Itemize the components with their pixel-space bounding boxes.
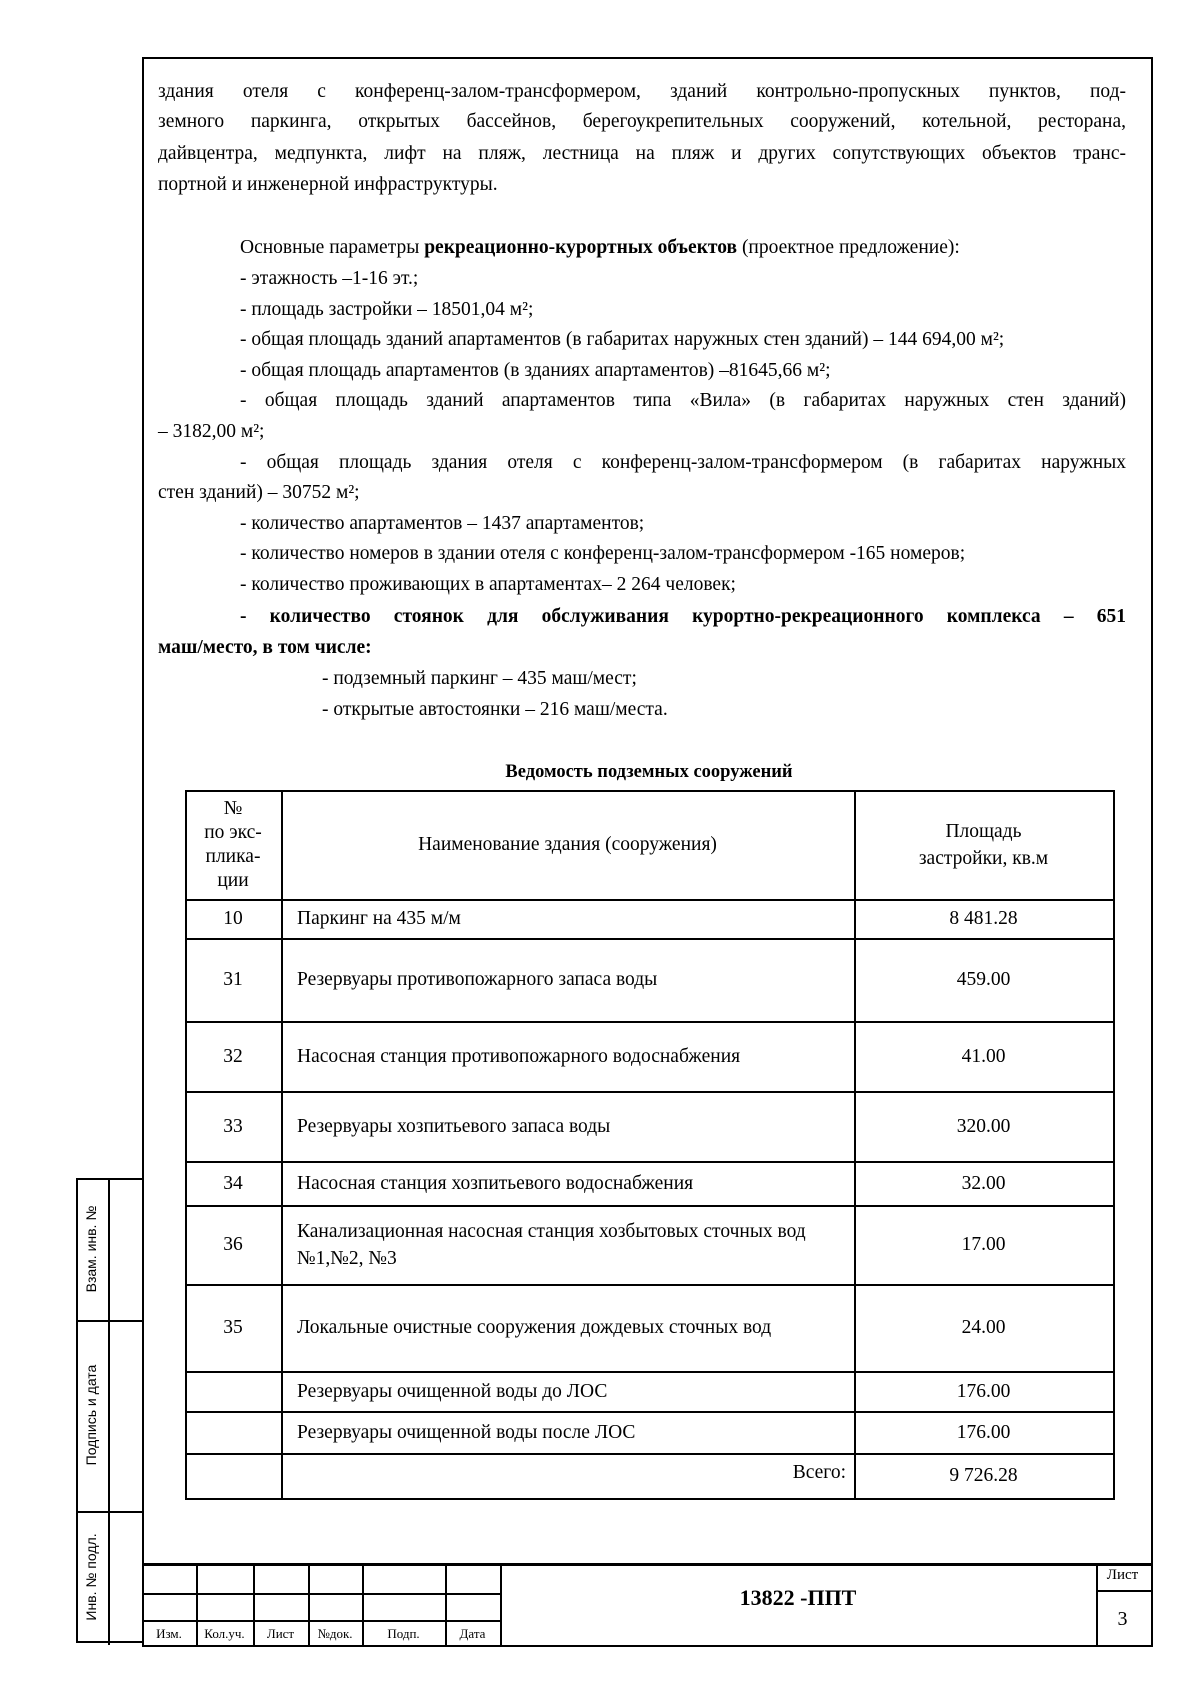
row-area: 8 481.28 bbox=[949, 908, 1018, 929]
param-item: - количество апартаментов – 1437 апартаментов; bbox=[240, 513, 645, 534]
row-number: 33 bbox=[223, 1115, 243, 1137]
table-rule bbox=[1113, 790, 1115, 1500]
row-name: Резервуары хозпитьевого запаса воды bbox=[297, 1115, 611, 1137]
row-number: 32 bbox=[223, 1045, 243, 1067]
row-name: Резервуары противопожарного запаса воды bbox=[297, 969, 658, 990]
row-name: Канализационная насосная станция хозбытовых сточных вод №1,№2, №3 bbox=[297, 1220, 806, 1269]
text-line: здания отеля с конференц-залом-трансформером, зданий контрольно-пропускных пунктов, под- bbox=[158, 81, 1126, 102]
param-item: - количество проживающих в апартаментах– 2 264 человек; bbox=[240, 574, 736, 595]
parking-sub: - подземный паркинг – 435 маш/мест; bbox=[322, 668, 637, 689]
row-name: Резервуары очищенной воды после ЛОС bbox=[297, 1421, 636, 1443]
param-item: стен зданий) – 30752 м²; bbox=[158, 482, 360, 503]
title-block-rule bbox=[142, 1563, 1151, 1566]
param-item: – 3182,00 м²; bbox=[158, 421, 265, 442]
table-header: Наименование здания (сооружения) bbox=[418, 834, 717, 855]
divider bbox=[108, 1178, 110, 1645]
parking-total-cont: маш/место, в том числе: bbox=[158, 637, 372, 658]
row-name: Паркинг на 435 м/м bbox=[297, 908, 461, 929]
row-number: 34 bbox=[223, 1172, 243, 1194]
row-number bbox=[193, 1371, 273, 1411]
total-label: Всего: bbox=[792, 1462, 846, 1483]
side-label: Подпись и дата bbox=[83, 1364, 99, 1466]
row-number bbox=[193, 1411, 273, 1453]
row-number: 10 bbox=[223, 908, 243, 929]
side-label: Инв. № подл. bbox=[83, 1533, 99, 1621]
row-area: 32.00 bbox=[961, 1172, 1006, 1194]
row-area: 41.00 bbox=[961, 1045, 1006, 1067]
param-item: - общая площадь апартаментов (в зданиях апартаментов) –81645,66 м²; bbox=[240, 360, 831, 381]
sheet-number: 3 bbox=[1117, 1608, 1128, 1630]
text-line: портной и инженерной инфраструктуры. bbox=[158, 174, 498, 195]
text-line: дайвцентра, медпункта, лифт на пляж, лестница на пляж и других сопутствующих объектов транс- bbox=[158, 143, 1126, 164]
table-rule bbox=[281, 790, 283, 1500]
row-area: 176.00 bbox=[956, 1380, 1011, 1402]
title-block-col-label: Подп. bbox=[387, 1626, 420, 1641]
param-item: - этажность –1-16 эт.; bbox=[240, 268, 419, 289]
text-line: земного паркинга, открытых бассейнов, берегоукрепительных сооружений, котельной, ресторана, bbox=[158, 111, 1126, 132]
table-rule bbox=[854, 790, 856, 1500]
row-number: 35 bbox=[223, 1317, 243, 1338]
table-title: Ведомость подземных сооружений bbox=[505, 762, 793, 782]
row-area: 320.00 bbox=[956, 1115, 1011, 1137]
title-block-col-label: Лист bbox=[266, 1626, 295, 1641]
row-number: 31 bbox=[223, 969, 243, 990]
title-block-col-label: Изм. bbox=[156, 1626, 182, 1641]
table-header: № по экс- плика- ции bbox=[204, 797, 262, 891]
table-header: Площадь застройки, кв.м bbox=[918, 820, 1049, 869]
document-code: 13822 -ППТ bbox=[739, 1585, 857, 1610]
total-value: 9 726.28 bbox=[949, 1465, 1018, 1486]
side-label: Взам. инв. № bbox=[83, 1205, 99, 1293]
row-area: 24.00 bbox=[961, 1317, 1006, 1338]
row-name: Насосная станция хозпитьевого водоснабжения bbox=[297, 1172, 694, 1194]
title-block-rule bbox=[1096, 1590, 1151, 1592]
row-area: 17.00 bbox=[961, 1234, 1006, 1255]
parking-sub: - открытые автостоянки – 216 маш/места. bbox=[322, 699, 668, 720]
sheet-label: Лист bbox=[1106, 1567, 1139, 1583]
row-area: 176.00 bbox=[956, 1421, 1011, 1443]
title-block-col-label: №док. bbox=[317, 1626, 353, 1641]
intro-line: Основные параметры рекреационно-курортных объектов (проектное предложение): bbox=[240, 237, 960, 258]
row-name: Резервуары очищенной воды до ЛОС bbox=[297, 1380, 608, 1402]
param-item: - общая площадь здания отеля с конференц-залом-трансформером (в габаритах наружных bbox=[240, 452, 1126, 473]
parking-total: - количество стоянок для обслуживания курортно-рекреационного комплекса – 651 bbox=[240, 606, 1126, 627]
param-item: - общая площадь зданий апартаментов типа «Вила» (в габаритах наружных стен зданий) bbox=[240, 390, 1126, 411]
param-item: - количество номеров в здании отеля с конференц-залом-трансформером -165 номеров; bbox=[240, 543, 966, 564]
row-area: 459.00 bbox=[956, 969, 1011, 990]
row-name: Насосная станция противопожарного водоснабжения bbox=[297, 1045, 741, 1067]
title-block-col-label: Кол.уч. bbox=[204, 1626, 245, 1641]
param-item: - общая площадь зданий апартаментов (в габаритах наружных стен зданий) – 144 694,00 м²; bbox=[240, 329, 1005, 350]
param-item: - площадь застройки – 18501,04 м²; bbox=[240, 299, 534, 320]
table-rule bbox=[185, 790, 187, 1500]
row-name: Локальные очистные сооружения дождевых сточных вод bbox=[297, 1317, 772, 1338]
title-block-col-label: Дата bbox=[459, 1626, 486, 1641]
row-number: 36 bbox=[223, 1234, 243, 1255]
